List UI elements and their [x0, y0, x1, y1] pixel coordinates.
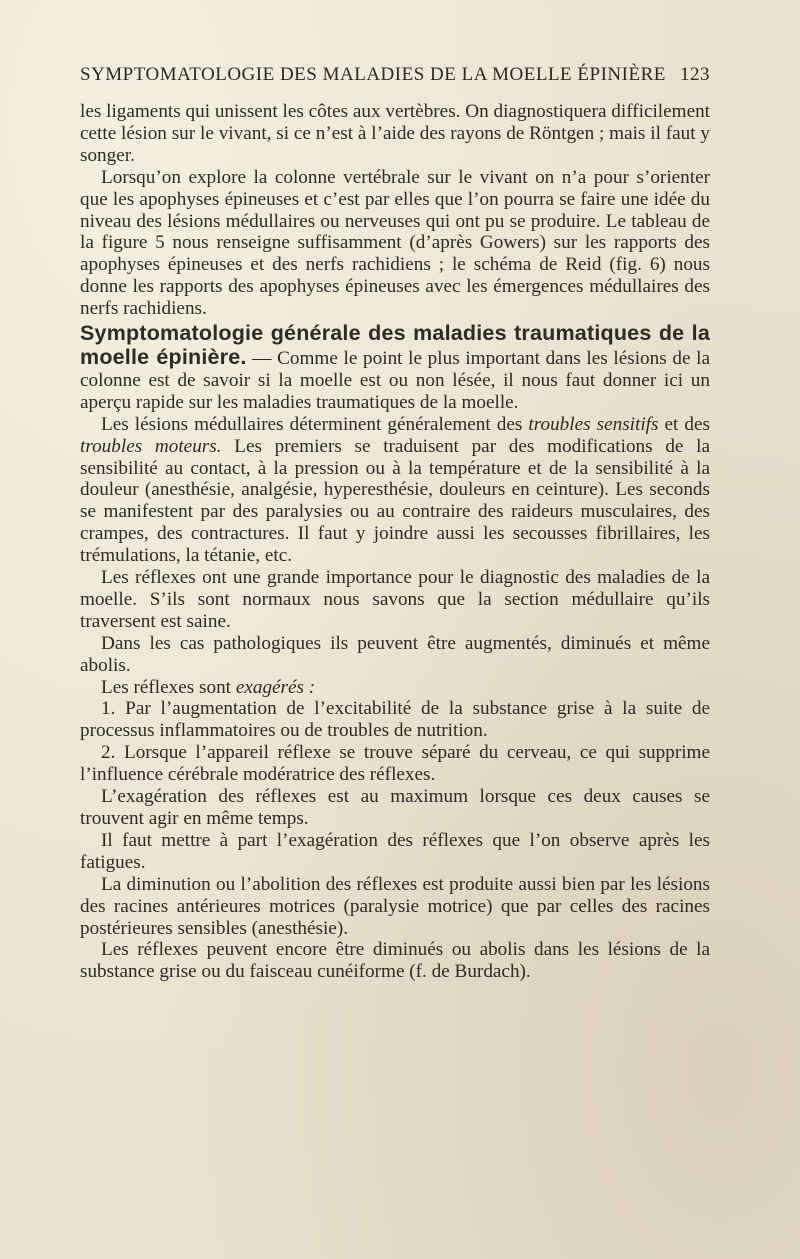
troubles-text-mid: et des	[658, 413, 710, 435]
paragraph-reflexes-exaggerated	[80, 677, 710, 699]
body-text	[80, 101, 710, 983]
page-number: 123	[680, 64, 710, 85]
paragraph-diminution: La diminution ou l’abolition des réflexes est produite aussi bien par les lésions des racines antérieures motrices (paralysie motrice) que par celles des racines postérieures sensibles (anesthésie).	[80, 873, 710, 939]
section-intro-text: — Comme le point le plus important dans les lésions de la colonne est de savoir si la moelle est ou non lésée, il nous faut donner ici un aperçu rapide sur les maladies traumatiques de la moelle.	[80, 347, 710, 413]
paragraph-continuation: les ligaments qui unissent les côtes aux vertèbres. On diagnostiquera difficilement cette lésion sur le vivant, si ce n’est à l’aide des rayons de Röntgen ; mais il faut y songer.	[80, 101, 711, 166]
running-header	[80, 64, 710, 86]
list-item-2: 2. Lorsque l’appareil réflexe se trouve séparé du cerveau, ce qui supprime l’influence cérébrale modératrice des réflexes.	[80, 742, 710, 786]
paragraph-reflexes-importance: Les réflexes ont une grande importance pour le diagnostic des maladies de la moelle. S’ils sont normaux nous savons que la section médullaire qu’ils traversent est saine.	[80, 567, 710, 632]
paragraph-fatigue: Il faut mettre à part l’exagération des réflexes que l’on observe après les fatigues.	[80, 829, 710, 873]
troubles-sensitifs-term: troubles sensitifs	[528, 413, 659, 435]
paragraph-grey-substance: Les réflexes peuvent encore être diminués ou abolis dans les lésions de la substance grise ou du faisceau cunéiforme (f. de Burdach).	[80, 939, 710, 983]
paragraph-troubles	[80, 414, 710, 567]
reflexes-exaggerated-text: Les réflexes sont	[101, 676, 236, 698]
running-header-title: SYMPTOMATOLOGIE DES MALADIES DE LA MOELLE ÉPINIÈRE	[80, 64, 666, 85]
paragraph-reflexes-pathological: Dans les cas pathologiques ils peuvent être augmentés, diminués et même abolis.	[80, 632, 710, 676]
paragraph-section-intro	[80, 322, 710, 414]
troubles-moteurs-term: troubles moteurs.	[80, 435, 222, 457]
troubles-text-start: Les lésions médullaires déterminent généralement des	[101, 413, 529, 435]
troubles-text-end: Les premiers se traduisent par des modifications de la sensibilité au contact, à la pression ou à la température et de la sensibilité à la douleur (anesthésie, analgésie, hyperesthésie, douleurs en ceinture). Les seconds se manifestent par des paralysies ou au contraire des raideurs musculaires, des crampes, des contractures. Il faut y joindre aussi les secousses fibrillaires, les trémulations, la tétanie, etc.	[80, 435, 710, 567]
paragraph-exaggeration-max: L’exagération des réflexes est au maximum lorsque ces deux causes se trouvent agir en même temps.	[80, 786, 710, 829]
exageres-term: exagérés :	[235, 676, 316, 698]
paragraph-spinous-processes: Lorsqu’on explore la colonne vertébrale sur le vivant on n’a pour s’orienter que les apophyses épineuses et c’est par elles que l’on pourra se faire une idée du niveau des lésions médullaires ou nerveuses qui ont pu se produire. Le tableau de la figure 5 nous renseigne suffisamment (d’après Gowers) sur les rapports des apophyses épineuses et des nerfs rachidiens ; le schéma de Reid (fig. 6) nous donne les rapports des apophyses épineuses avec les émergences médullaires des nerfs rachidiens.	[80, 166, 710, 320]
section-title: Symptomatologie générale des maladies traumatiques de la moelle épinière.	[80, 321, 710, 369]
list-item-1: 1. Par l’augmentation de l’excitabilité de la substance grise à la suite de processus inflammatoires ou de troubles de nutrition.	[80, 698, 710, 742]
